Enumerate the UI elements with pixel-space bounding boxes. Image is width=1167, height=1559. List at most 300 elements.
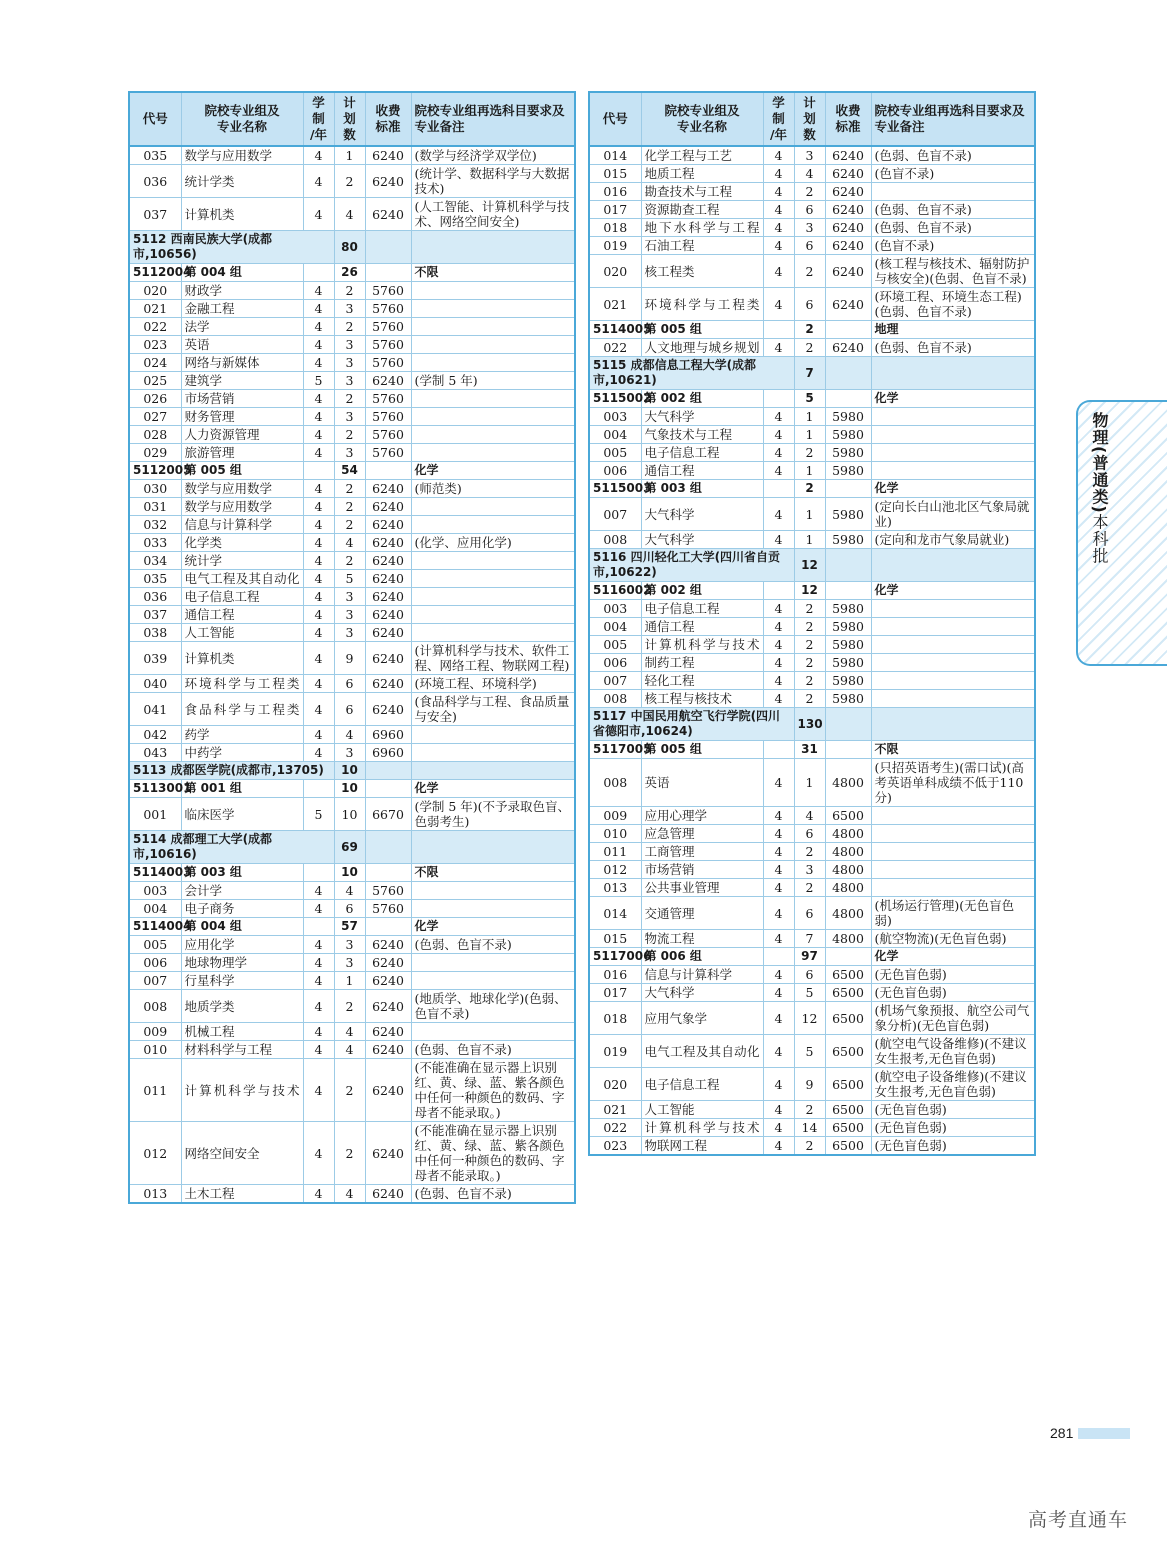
major-plan: 2 — [794, 444, 825, 462]
group-plan: 10 — [334, 864, 365, 882]
major-plan: 2 — [794, 636, 825, 654]
major-remark: (色弱、色盲不录) — [411, 1185, 575, 1204]
major-row — [589, 600, 1035, 618]
major-years: 4 — [303, 146, 334, 165]
major-fee: 4800 — [825, 897, 871, 930]
major-remark: (环境工程、环境生态工程)(色弱、色盲不录) — [871, 288, 1035, 321]
major-fee: 6500 — [825, 1068, 871, 1101]
major-fee: 6960 — [365, 744, 411, 762]
major-fee: 5760 — [365, 444, 411, 462]
major-fee: 6240 — [825, 339, 871, 357]
major-name: 环境科学与工程类 — [641, 288, 763, 321]
major-name: 环境科学与工程类 — [181, 675, 303, 693]
group-code: 5114003 — [129, 864, 181, 882]
major-years: 4 — [303, 570, 334, 588]
major-name: 通信工程 — [641, 462, 763, 480]
major-row — [589, 498, 1035, 531]
major-fee: 6500 — [825, 1137, 871, 1156]
major-remark — [871, 861, 1035, 879]
major-name: 电子信息工程 — [641, 600, 763, 618]
major-fee: 6500 — [825, 807, 871, 825]
major-plan: 4 — [334, 534, 365, 552]
major-remark: (无色盲色弱) — [871, 1119, 1035, 1137]
school-fee-cell — [365, 231, 411, 264]
major-name: 通信工程 — [641, 618, 763, 636]
major-remark — [411, 570, 575, 588]
major-fee: 6500 — [825, 984, 871, 1002]
major-plan: 2 — [334, 318, 365, 336]
major-name: 电子商务 — [181, 900, 303, 918]
major-plan: 6 — [794, 897, 825, 930]
major-years: 4 — [303, 336, 334, 354]
header-years: 学 制 /年 — [303, 92, 334, 146]
group-row — [589, 321, 1035, 339]
major-code: 030 — [129, 480, 181, 498]
major-plan: 3 — [334, 336, 365, 354]
major-plan: 2 — [794, 690, 825, 708]
major-code: 008 — [589, 531, 641, 549]
major-plan: 3 — [334, 954, 365, 972]
school-row — [129, 762, 575, 780]
school-remark-cell — [411, 831, 575, 864]
major-name: 地质工程 — [641, 165, 763, 183]
major-remark: (地质学、地球化学)(色弱、色盲不录) — [411, 990, 575, 1023]
group-years-cell — [763, 948, 794, 966]
major-remark: (色弱、色盲不录) — [411, 936, 575, 954]
major-remark — [411, 444, 575, 462]
major-plan: 1 — [794, 498, 825, 531]
major-fee: 6240 — [365, 480, 411, 498]
major-code: 010 — [129, 1041, 181, 1059]
major-name: 计算机科学与技术 — [641, 636, 763, 654]
major-name: 大气科学 — [641, 984, 763, 1002]
major-fee: 6670 — [365, 798, 411, 831]
header-fee: 收费 标准 — [365, 92, 411, 146]
major-fee: 6240 — [365, 675, 411, 693]
header-plan: 计 划 数 — [334, 92, 365, 146]
header-code: 代号 — [589, 92, 641, 146]
major-years: 4 — [763, 531, 794, 549]
major-remark — [871, 879, 1035, 897]
major-name: 地质学类 — [181, 990, 303, 1023]
major-remark: (人工智能、计算机科学与技术、网络空间安全) — [411, 198, 575, 231]
group-plan: 10 — [334, 780, 365, 798]
major-plan: 5 — [334, 570, 365, 588]
major-name: 计算机科学与技术 — [641, 1119, 763, 1137]
major-remark — [411, 606, 575, 624]
major-name: 药学 — [181, 726, 303, 744]
school-name: 5115 成都信息工程大学(成都市,10621) — [589, 357, 794, 390]
group-row — [589, 741, 1035, 759]
school-name: 5113 成都医学院(成都市,13705) — [129, 762, 334, 780]
major-fee: 6240 — [365, 693, 411, 726]
group-subject-requirement: 化学 — [411, 462, 575, 480]
major-name: 公共事业管理 — [641, 879, 763, 897]
major-code: 021 — [589, 288, 641, 321]
group-subject-requirement: 化学 — [411, 918, 575, 936]
major-plan: 1 — [794, 531, 825, 549]
major-plan: 4 — [334, 198, 365, 231]
school-row — [129, 231, 575, 264]
major-plan: 2 — [334, 480, 365, 498]
group-code: 5114005 — [589, 321, 641, 339]
major-plan: 4 — [334, 1023, 365, 1041]
major-name: 统计学 — [181, 552, 303, 570]
major-remark: (色弱、色盲不录) — [871, 201, 1035, 219]
major-fee: 6240 — [365, 954, 411, 972]
major-remark: (定向和龙市气象局就业) — [871, 531, 1035, 549]
major-plan: 3 — [334, 444, 365, 462]
major-plan: 12 — [794, 1002, 825, 1035]
major-name: 数学与应用数学 — [181, 146, 303, 165]
major-code: 004 — [589, 618, 641, 636]
major-plan: 6 — [794, 966, 825, 984]
major-remark — [871, 618, 1035, 636]
major-row — [129, 798, 575, 831]
group-row — [589, 582, 1035, 600]
group-code: 5112005 — [129, 462, 181, 480]
major-remark — [871, 843, 1035, 861]
major-years: 4 — [303, 972, 334, 990]
major-code: 017 — [589, 201, 641, 219]
major-remark — [871, 426, 1035, 444]
major-fee: 5980 — [825, 462, 871, 480]
major-fee: 6240 — [825, 146, 871, 165]
major-plan: 3 — [334, 354, 365, 372]
major-fee: 5760 — [365, 426, 411, 444]
group-plan: 5 — [794, 390, 825, 408]
group-code: 5115002 — [589, 390, 641, 408]
major-code: 031 — [129, 498, 181, 516]
major-code: 020 — [129, 282, 181, 300]
major-fee: 6240 — [365, 624, 411, 642]
major-row — [589, 183, 1035, 201]
group-subject-requirement: 化学 — [871, 948, 1035, 966]
major-code: 007 — [589, 672, 641, 690]
major-remark: (无色盲色弱) — [871, 984, 1035, 1002]
major-fee: 6240 — [825, 288, 871, 321]
major-remark — [411, 390, 575, 408]
school-fee-cell — [365, 762, 411, 780]
major-name: 工商管理 — [641, 843, 763, 861]
major-plan: 3 — [334, 408, 365, 426]
major-code: 005 — [589, 444, 641, 462]
major-code: 024 — [129, 354, 181, 372]
major-fee: 5980 — [825, 654, 871, 672]
header-remark: 院校专业组再选科目要求及 专业备注 — [871, 92, 1035, 146]
major-row — [589, 1137, 1035, 1156]
major-code: 005 — [589, 636, 641, 654]
major-fee: 5980 — [825, 444, 871, 462]
major-plan: 2 — [334, 390, 365, 408]
major-code: 033 — [129, 534, 181, 552]
major-plan: 3 — [794, 219, 825, 237]
major-plan: 6 — [334, 900, 365, 918]
major-remark: (色弱、色盲不录) — [871, 146, 1035, 165]
major-fee: 6240 — [365, 165, 411, 198]
major-years: 4 — [763, 183, 794, 201]
group-fee-cell — [365, 918, 411, 936]
school-row — [589, 708, 1035, 741]
major-fee: 4800 — [825, 879, 871, 897]
major-years: 4 — [303, 588, 334, 606]
major-years: 4 — [303, 534, 334, 552]
major-row — [129, 534, 575, 552]
group-fee-cell — [825, 480, 871, 498]
major-remark — [411, 282, 575, 300]
major-code: 006 — [589, 462, 641, 480]
header-fee: 收费 标准 — [825, 92, 871, 146]
major-plan: 2 — [794, 255, 825, 288]
group-name: 第 003 组 — [181, 864, 303, 882]
major-years: 4 — [763, 654, 794, 672]
major-row — [589, 444, 1035, 462]
major-plan: 5 — [794, 984, 825, 1002]
major-name: 电气工程及其自动化 — [181, 570, 303, 588]
major-fee: 6240 — [365, 552, 411, 570]
school-row — [589, 357, 1035, 390]
major-remark — [411, 516, 575, 534]
major-code: 041 — [129, 693, 181, 726]
group-name: 第 003 组 — [641, 480, 763, 498]
group-plan: 54 — [334, 462, 365, 480]
group-row — [589, 390, 1035, 408]
major-code: 023 — [589, 1137, 641, 1156]
header-code: 代号 — [129, 92, 181, 146]
major-row — [129, 336, 575, 354]
major-code: 003 — [589, 600, 641, 618]
major-row — [129, 882, 575, 900]
group-fee-cell — [365, 864, 411, 882]
major-name: 法学 — [181, 318, 303, 336]
major-fee: 6240 — [365, 198, 411, 231]
major-fee: 6240 — [825, 255, 871, 288]
school-name: 5117 中国民用航空飞行学院(四川省德阳市,10624) — [589, 708, 794, 741]
major-years: 4 — [763, 1068, 794, 1101]
major-years: 4 — [763, 1119, 794, 1137]
major-code: 036 — [129, 165, 181, 198]
major-code: 039 — [129, 642, 181, 675]
major-years: 4 — [303, 318, 334, 336]
major-remark — [411, 624, 575, 642]
major-row — [589, 759, 1035, 807]
major-years: 4 — [763, 408, 794, 426]
major-years: 4 — [303, 165, 334, 198]
major-remark: (学制 5 年)(不予录取色盲、色弱考生) — [411, 798, 575, 831]
group-subject-requirement: 化学 — [871, 390, 1035, 408]
group-fee-cell — [825, 321, 871, 339]
major-years: 4 — [763, 498, 794, 531]
group-plan: 2 — [794, 480, 825, 498]
group-years-cell — [303, 780, 334, 798]
major-name: 中药学 — [181, 744, 303, 762]
major-plan: 6 — [334, 675, 365, 693]
major-remark — [411, 900, 575, 918]
major-code: 021 — [129, 300, 181, 318]
group-name: 第 001 组 — [181, 780, 303, 798]
major-row — [589, 165, 1035, 183]
major-years: 4 — [303, 744, 334, 762]
school-fee-cell — [825, 357, 871, 390]
group-name: 第 006 组 — [641, 948, 763, 966]
major-code: 013 — [589, 879, 641, 897]
major-remark — [411, 744, 575, 762]
group-years-cell — [763, 321, 794, 339]
major-name: 应用心理学 — [641, 807, 763, 825]
major-plan: 3 — [334, 936, 365, 954]
major-remark — [871, 462, 1035, 480]
major-years: 4 — [763, 984, 794, 1002]
major-code: 022 — [589, 339, 641, 357]
major-plan: 2 — [794, 1137, 825, 1156]
major-years: 4 — [763, 861, 794, 879]
major-years: 4 — [303, 936, 334, 954]
major-fee: 4800 — [825, 930, 871, 948]
major-remark — [871, 408, 1035, 426]
major-remark — [871, 444, 1035, 462]
major-code: 016 — [589, 183, 641, 201]
major-remark: (不能准确在显示器上识别红、黄、绿、蓝、紫各颜色中任何一种颜色的数码、字母者不能录取。) — [411, 1059, 575, 1122]
major-name: 市场营销 — [181, 390, 303, 408]
major-remark — [871, 654, 1035, 672]
major-fee: 5760 — [365, 900, 411, 918]
major-years: 4 — [303, 882, 334, 900]
major-years: 4 — [763, 339, 794, 357]
major-fee: 6240 — [365, 534, 411, 552]
major-code: 038 — [129, 624, 181, 642]
header-years: 学 制 /年 — [763, 92, 794, 146]
major-fee: 6240 — [825, 201, 871, 219]
major-years: 4 — [763, 825, 794, 843]
major-years: 4 — [763, 897, 794, 930]
major-fee: 6240 — [365, 372, 411, 390]
group-row — [129, 780, 575, 798]
major-years: 4 — [763, 843, 794, 861]
major-row — [589, 897, 1035, 930]
major-years: 4 — [303, 282, 334, 300]
major-plan: 2 — [334, 990, 365, 1023]
major-name: 物流工程 — [641, 930, 763, 948]
major-fee: 5760 — [365, 336, 411, 354]
major-code: 022 — [129, 318, 181, 336]
side-tab-text — [1084, 412, 1114, 565]
group-years-cell — [763, 480, 794, 498]
major-years: 4 — [763, 690, 794, 708]
major-row — [589, 636, 1035, 654]
major-name: 大气科学 — [641, 531, 763, 549]
major-fee: 6240 — [825, 165, 871, 183]
major-plan: 3 — [334, 372, 365, 390]
major-remark: (师范类) — [411, 480, 575, 498]
major-fee: 6240 — [365, 1122, 411, 1185]
major-years: 4 — [763, 672, 794, 690]
major-row — [589, 426, 1035, 444]
major-code: 035 — [129, 146, 181, 165]
major-years: 4 — [303, 1023, 334, 1041]
major-years: 4 — [303, 642, 334, 675]
major-years: 4 — [303, 693, 334, 726]
group-years-cell — [303, 462, 334, 480]
major-fee: 6240 — [365, 588, 411, 606]
major-row — [129, 426, 575, 444]
group-subject-requirement: 地理 — [871, 321, 1035, 339]
major-remark: (机场气象预报、航空公司气象分析)(无色盲色弱) — [871, 1002, 1035, 1035]
major-remark — [411, 408, 575, 426]
major-fee: 4800 — [825, 861, 871, 879]
side-tab-type: (普通类) — [1090, 446, 1109, 514]
major-years: 4 — [763, 255, 794, 288]
major-name: 临床医学 — [181, 798, 303, 831]
major-code: 011 — [129, 1059, 181, 1122]
major-fee: 5760 — [365, 882, 411, 900]
group-subject-requirement: 不限 — [871, 741, 1035, 759]
major-name: 电子信息工程 — [641, 1068, 763, 1101]
major-plan: 2 — [794, 600, 825, 618]
major-years: 4 — [763, 600, 794, 618]
group-name: 第 004 组 — [181, 264, 303, 282]
major-code: 034 — [129, 552, 181, 570]
major-plan: 4 — [334, 1041, 365, 1059]
major-code: 004 — [129, 900, 181, 918]
major-remark — [871, 672, 1035, 690]
major-row — [129, 498, 575, 516]
major-years: 4 — [303, 480, 334, 498]
school-fee-cell — [825, 549, 871, 582]
major-years: 4 — [303, 354, 334, 372]
group-row — [129, 462, 575, 480]
major-fee: 6240 — [365, 1023, 411, 1041]
group-fee-cell — [365, 264, 411, 282]
major-row — [129, 642, 575, 675]
school-row — [129, 831, 575, 864]
group-code: 5117006 — [589, 948, 641, 966]
major-years: 4 — [303, 1185, 334, 1204]
major-name: 地下水科学与工程 — [641, 219, 763, 237]
major-name: 网络空间安全 — [181, 1122, 303, 1185]
major-plan: 3 — [334, 588, 365, 606]
major-row — [589, 1119, 1035, 1137]
major-years: 4 — [763, 807, 794, 825]
school-plan: 80 — [334, 231, 365, 264]
page-number: 281 — [1050, 1425, 1074, 1441]
major-row — [589, 984, 1035, 1002]
group-plan: 97 — [794, 948, 825, 966]
major-name: 财政学 — [181, 282, 303, 300]
major-plan: 2 — [794, 879, 825, 897]
major-years: 4 — [763, 966, 794, 984]
major-plan: 1 — [794, 426, 825, 444]
major-fee: 6960 — [365, 726, 411, 744]
major-row — [589, 146, 1035, 165]
major-years: 4 — [303, 954, 334, 972]
school-name: 5112 西南民族大学(成都市,10656) — [129, 231, 334, 264]
major-row — [129, 408, 575, 426]
major-code: 035 — [129, 570, 181, 588]
group-subject-requirement: 不限 — [411, 864, 575, 882]
major-plan: 4 — [334, 1185, 365, 1204]
major-plan: 2 — [794, 1101, 825, 1119]
major-plan: 2 — [334, 282, 365, 300]
major-fee: 4800 — [825, 843, 871, 861]
major-years: 4 — [763, 462, 794, 480]
major-code: 020 — [589, 1068, 641, 1101]
major-code: 012 — [589, 861, 641, 879]
major-plan: 3 — [334, 744, 365, 762]
major-years: 4 — [303, 624, 334, 642]
major-years: 4 — [763, 759, 794, 807]
major-code: 011 — [589, 843, 641, 861]
major-plan: 2 — [794, 654, 825, 672]
